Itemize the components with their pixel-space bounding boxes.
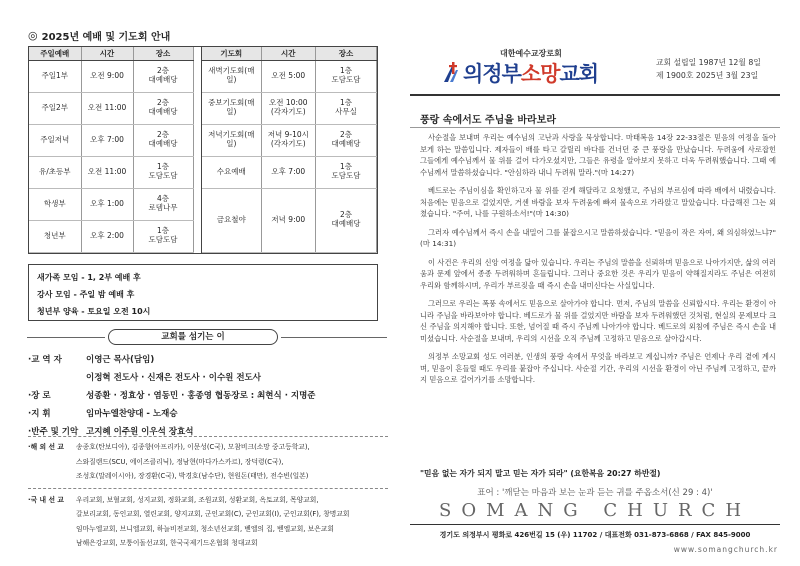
church-url[interactable]: www.somangchurch.kr: [673, 545, 778, 554]
denomination: 대한예수교장로회: [500, 49, 562, 58]
mission-line: 송종호(탄보디아), 김종향(아프리카), 이문성(C국), 모참비크(소망 중고등학교),: [76, 443, 310, 451]
worship-table-wrap: [29, 47, 194, 253]
bulletin-meta: [656, 56, 761, 82]
divider: [28, 436, 388, 437]
worship-row: [29, 220, 193, 252]
prayer-row: [202, 156, 377, 188]
sermon-paragraph: 그러므로 우리는 폭풍 속에서도 믿음으로 살아가야 합니다. 먼저, 주님의 말씀을 신뢰합시다. 우리는 환경이 아니라 주님을 바라보아야 합니다. 베드로가 물 위를 걸었지만 바람을 보자 두려워했던 것처럼, 현실의 문제보다 크신 주님을 의지해야 합니다. 또한, 넘어질 때 즉시 주님께 나아가야 합니다. 베드로의 외침에 주님은 즉시 손을 내미셨습니다. 사순절을 보내며, 우리의 시선을 오직 주님께 고정하고 믿음으로 살아갑시다.: [420, 299, 776, 343]
sermon-rule: [410, 127, 780, 128]
notice-line: 강사 모임 - 주일 밤 예배 후: [37, 290, 135, 299]
prayer-row: [202, 92, 377, 124]
schedule-title: ◎ 2025년 예배 및 기도회 안내: [28, 28, 171, 43]
mission-line: 조성호(말레이시아), 장경환(C국), 박경호(남수단), 현원돈(태만), 전수빈(일본): [76, 472, 309, 480]
mission-label: [28, 536, 76, 551]
sermon-paragraph: 사순절을 보내며 우리는 예수님의 고난과 사랑을 묵상합니다. 마태복음 14장 22-33절은 믿음의 여정을 돌아보게 하는 말씀입니다. 제자들이 배를 타고 갈릴리 바다를 건너던 중 큰 풍랑을 만났습니다. 두려움에 사로잡힌 그들에게 예수님께서 물 위를 걸어 다가오셨지만, 그들은 유령을 알아보지 못하고 더욱 두려워했습니다. 그때 예수님께서 말씀하셨습니다. "안심하라 내니 두려워 말라."(마 14:27): [420, 133, 776, 177]
prayer-name: 수요예배: [202, 156, 261, 188]
service-name: 학생부: [29, 188, 81, 220]
header-rule: [410, 94, 780, 96]
service-place: 2층 대예배당: [133, 124, 193, 156]
staff-value: 이정혁 전도사 · 신재은 전도사 · 이수원 전도사: [86, 373, 261, 383]
staff-label: ·반주 및 기악: [28, 427, 79, 437]
mission-label: [28, 469, 76, 484]
mission-line: 우리교회, 보혈교회, 성지교회, 정화교회, 조원교회, 성환교회, 옥토교회, 목양교회,: [76, 495, 319, 504]
staff-value: 임마누엘찬양대 - 노재승: [86, 409, 178, 419]
staff-list: [28, 350, 388, 440]
service-name: 주일저녁: [29, 124, 81, 156]
sermon-paragraph: 그러자 예수님께서 즉시 손을 내밀어 그를 붙잡으시고 말씀하셨습니다. "믿음이 작은 자여, 왜 의심하였느냐?"(마 14:31): [420, 227, 776, 248]
prayer-place: 2층 대예배당: [316, 124, 377, 156]
staff-row: [28, 350, 388, 368]
issue-date: 제 1900호 2025년 3월 23일: [656, 71, 759, 80]
mission-label: [28, 455, 76, 470]
prayer-name: 중보기도회(매일): [202, 92, 261, 124]
staff-value: 고지혜 이주원 이우석 장효석: [86, 427, 194, 437]
prayer-row: [202, 188, 377, 252]
staff-row: [28, 422, 388, 440]
worship-row: [29, 124, 193, 156]
staff-row: [28, 404, 388, 422]
church-motto: 표어 : '깨닫는 마음과 보는 눈과 듣는 귀를 주옵소서(신 29 : 4)': [477, 488, 713, 498]
mission-line: 갈보리교회, 동인교회, 열린교회, 양지교회, 군인교회(C), 군인교회(I), 군인교회(F), 창명교회: [76, 510, 350, 518]
mission-list: [28, 440, 388, 551]
service-name: 청년부: [29, 220, 81, 252]
worship-row: [29, 156, 193, 188]
mission-label: ·국 내 선 교: [28, 495, 64, 504]
service-time: 오후 1:00: [81, 188, 133, 220]
prayer-name: 새벽기도회(매일): [202, 60, 261, 92]
prayer-table-wrap: [201, 47, 377, 253]
schedule-box: [28, 46, 378, 254]
mission-label: ·해 외 선 교: [28, 443, 64, 451]
mission-label: [28, 522, 76, 537]
sermon-paragraph: 이 사건은 우리의 신앙 여정을 닮아 있습니다. 우리는 주님의 말씀을 신뢰하며 믿음으로 나아가지만, 삶의 여러움과 문제 앞에서 종종 두려워하며 흔들립니다. 그러나 중요한 것은 우리가 믿음이 약해질지라도 주님은 여전히 우리와 함께하시며, 우리가 부르짖을 때 즉시 손을 내미신다는 사실입니다.: [420, 257, 776, 290]
worship-table: [29, 47, 194, 253]
prayer-time: 오전 10:00 (각자기도): [261, 92, 315, 124]
staff-value: 이영근 목사(담임): [86, 355, 155, 365]
sermon-paragraph: 의정부 소망교회 성도 여러분, 인생의 풍랑 속에서 무엇을 바라보고 계십니까? 주님은 언제나 우리 곁에 계시며, 믿음이 흔들릴 때도 우리를 붙잡아 주십니다. 사순절 기간, 우리의 시선을 환경이 아닌 주님께 고정하고, 끝까지 믿음으로 걸어가기를 소망합니다.: [420, 352, 776, 384]
prayer-row: [202, 60, 377, 92]
staff-row: [28, 368, 388, 386]
worship-row: [29, 188, 193, 220]
service-place: 1층 도담도담: [133, 156, 193, 188]
prayer-place: 1층 도담도담: [316, 156, 377, 188]
mission-row: [28, 536, 388, 551]
service-time: 오전 11:00: [81, 92, 133, 124]
divider: [28, 488, 388, 489]
service-place: 2층 대예배당: [133, 92, 193, 124]
sermon-paragraph: 베드로는 주님이심을 확인하고자 물 위를 걷게 해달라고 요청했고, 주님의 부르심에 따라 배에서 내렸습니다. 처음에는 믿음으로 걸었지만, 거센 바람을 보자 두려움에 빠져 물속으로 가라앉고 말았습니다. 다급해진 그는 외쳤습니다. "주여, 나를 구원하소서!"(마 14:30): [420, 186, 776, 218]
church-logo: [440, 58, 598, 88]
mission-line: 남해은강교회, 모퉁이돌선교회, 한국국제기드온협회 청대교회: [76, 539, 258, 547]
service-time: 오전 9:00: [81, 60, 133, 92]
worship-row: [29, 60, 193, 92]
mission-row: [28, 507, 388, 522]
founded-date: 교회 설립일 1987년 12월 8일: [656, 58, 761, 67]
cross-logo-icon: [440, 62, 460, 84]
service-place: 2층 대예배당: [133, 60, 193, 92]
brand-wordmark: SOMANG CHURCH: [438, 500, 752, 521]
servants-title: 교회를 섬기는 이: [108, 329, 278, 345]
mission-row: [28, 455, 388, 470]
notice-line: 새가족 모임 - 1, 2부 예배 후: [37, 273, 141, 282]
mission-line: 스와질랜드(SCU, 에이즈클리닉), 정남현(마다가스카르), 장덕령(C국),: [76, 457, 284, 466]
notice-box: [28, 264, 378, 321]
mission-row: [28, 440, 388, 455]
prayer-table-header: 기도회 시간 장소: [202, 47, 377, 60]
closing-verse: "믿음 없는 자가 되지 말고 믿는 자가 되라" (요한복음 20:27 하반절): [420, 469, 661, 478]
prayer-place: 1층 도담도담: [316, 60, 377, 92]
right-panel: [410, 0, 780, 566]
staff-value: 성종환 · 정효상 · 염동민 · 홍종영 협동장로 : 최현식 · 지명준: [86, 391, 316, 401]
prayer-place: 2층 대예배당: [316, 188, 377, 252]
prayer-name: 금요철야: [202, 188, 261, 252]
staff-label: ·장 로: [28, 391, 51, 401]
service-time: 오후 7:00: [81, 124, 133, 156]
prayer-name: 저녁기도회(매일): [202, 124, 261, 156]
service-time: 오후 2:00: [81, 220, 133, 252]
mission-row: [28, 522, 388, 537]
service-place: 4층 로뎀나무: [133, 188, 193, 220]
mission-row: [28, 469, 388, 484]
service-place: 1층 도담도담: [133, 220, 193, 252]
worship-table-header: 주일예배 시간 장소: [29, 47, 193, 60]
left-panel: [28, 28, 378, 547]
prayer-time: 저녁 9-10시 (각자기도): [261, 124, 315, 156]
service-name: 주일2부: [29, 92, 81, 124]
sermon-body: [420, 132, 776, 393]
church-address: 경기도 의정부시 평화로 426번길 15 (우) 11702 / 대표전화 031-873-6868 / FAX 845-9000: [439, 531, 751, 539]
staff-row: [28, 386, 388, 404]
prayer-table: [202, 47, 377, 253]
bullseye-icon: ◎: [28, 28, 38, 42]
staff-label: ·지 휘: [28, 409, 51, 419]
prayer-row: [202, 124, 377, 156]
staff-label: ·교 역 자: [28, 355, 62, 365]
notice-line: 청년부 양육 - 토요일 오전 10시: [37, 307, 151, 316]
prayer-time: 오후 7:00: [261, 156, 315, 188]
church-name: 의정부소망교회: [463, 62, 599, 86]
prayer-place: 1층 사무실: [316, 92, 377, 124]
prayer-time: 저녁 9:00: [261, 188, 315, 252]
service-name: 유/초등부: [29, 156, 81, 188]
service-time: 오전 11:00: [81, 156, 133, 188]
worship-row: [29, 92, 193, 124]
prayer-time: 오전 5:00: [261, 60, 315, 92]
sermon-title: 풍랑 속에서도 주님을 바라보라: [420, 115, 557, 126]
mission-label: [28, 507, 76, 522]
mission-line: 임마누엘교회, 브니엘교회, 하늘비전교회, 청소년선교회, 벧엘의 집, 벧엘교회, 보은교회: [76, 524, 334, 533]
footer-rule: [410, 524, 780, 525]
service-name: 주일1부: [29, 60, 81, 92]
mission-row: [28, 493, 388, 508]
